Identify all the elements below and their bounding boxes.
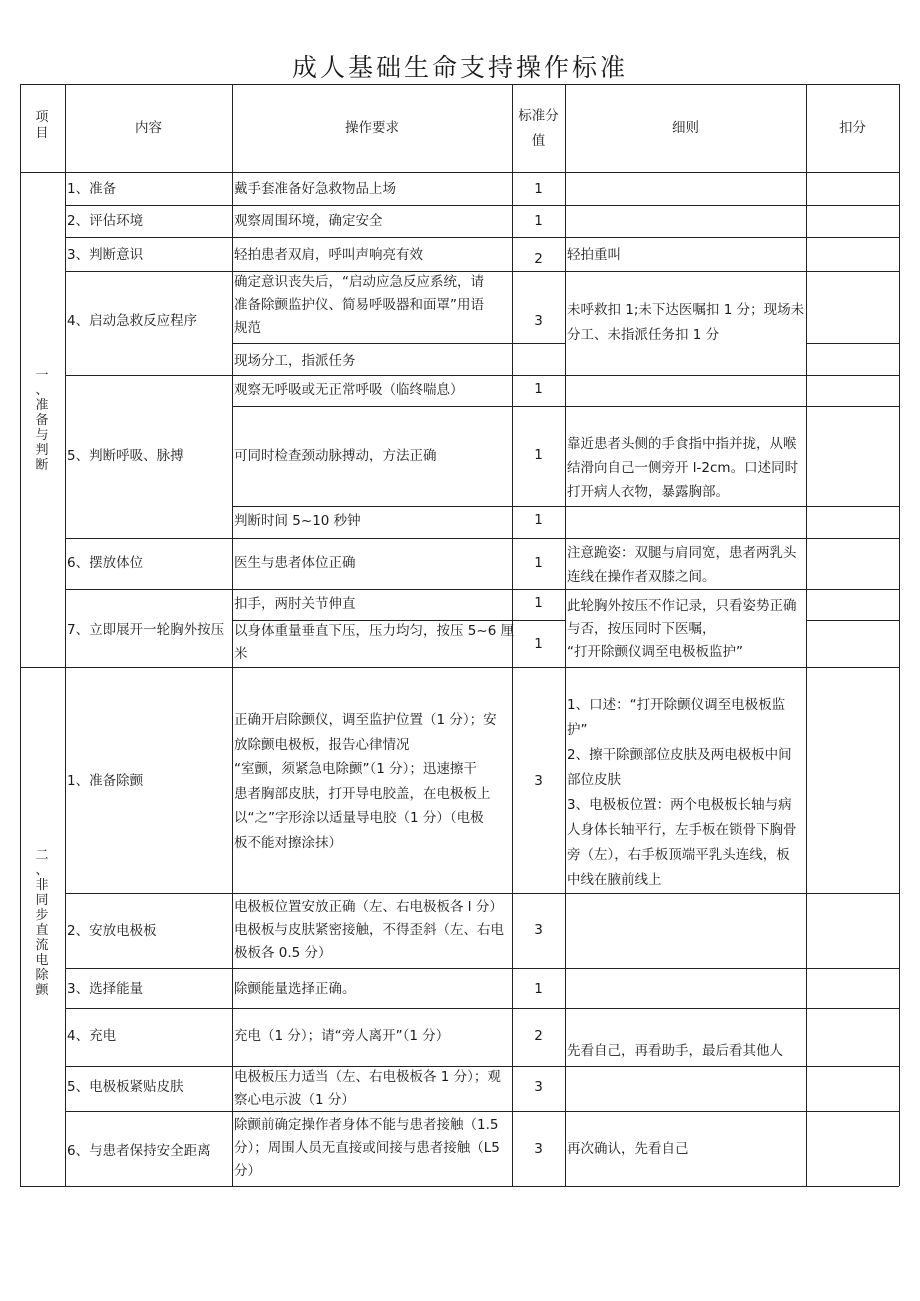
content-cell: 6、摆放体位 [67, 555, 144, 571]
requirement-cell [234, 1066, 501, 1112]
requirement-cell-line: 电极板与皮肤紧密接触，不得歪斜（左、右电 [234, 922, 504, 938]
score-cell: 3 [534, 1141, 543, 1157]
detail-cell-line: 3、电极板位置：两个电极板长轴与病 [567, 797, 792, 813]
requirement-cell-line: 放除颤电极板，报告心律情况 [234, 736, 410, 753]
requirement-cell: 观察无呼吸或无正常呼吸（临终喘息） [234, 382, 464, 398]
requirement-cell [234, 620, 514, 666]
detail-cell: 先看自己，再看助手，最后看其他人 [567, 1043, 783, 1059]
row-divider [232, 406, 899, 407]
row-divider [65, 1008, 899, 1009]
row-divider [65, 589, 899, 590]
detail-cell-line: 打开病人衣物，暴露胸部。 [567, 484, 729, 500]
detail-cell-line: 旁（左），右手板顶端平乳头连线，板 [567, 847, 790, 863]
requirement-cell [234, 1114, 500, 1183]
content-cell: 7、立即展开一轮胸外按压 [67, 622, 225, 638]
detail-cell-line: 护” [567, 722, 588, 738]
detail-cell [567, 541, 797, 589]
score-cell: 3 [534, 1079, 543, 1095]
detail-cell-line: 此轮胸外按压不作记录，只看姿势正确 [567, 598, 797, 614]
row-divider [806, 343, 899, 344]
detail-cell [567, 693, 797, 893]
column-divider [232, 84, 233, 1186]
column-divider [65, 84, 66, 1186]
requirement-cell: 充电（1 分）；请“旁人离开”（1 分） [234, 1028, 450, 1044]
content-cell: 1、准备除颤 [67, 773, 144, 789]
header-requirement: 操作要求 [345, 120, 399, 136]
header-item: 项 目 [35, 110, 49, 141]
detail-cell-line: 结滑向自己一侧旁开 l-2cm。口述同时 [567, 460, 799, 476]
detail-cell-line: 中线在腋前线上 [567, 872, 662, 888]
detail-cell [567, 595, 797, 664]
header-deduct: 扣分 [839, 120, 866, 136]
detail-cell-line: 靠近患者头侧的手食指中指并拢，从喉 [567, 436, 797, 452]
requirement-cell-line: 除颤前确定操作者身体不能与患者接触（1.5 [234, 1117, 499, 1133]
row-divider [65, 237, 899, 238]
requirement-cell-line: 患者胸部皮肤，打开导电胶盖，在电极板上 [234, 785, 491, 802]
table-top-border [20, 84, 899, 85]
row-divider [65, 205, 899, 206]
row-divider [232, 343, 565, 344]
row-divider [65, 538, 899, 539]
detail-cell-line: 与否，按压同时下医嘱， [567, 621, 716, 637]
content-cell: 3、选择能量 [67, 981, 144, 997]
requirement-cell [234, 708, 497, 855]
requirement-cell-line: 分）；周围人员无直接或间接与患者接触（L5 [234, 1140, 500, 1156]
header-bottom-border [20, 172, 899, 173]
detail-cell [567, 432, 798, 504]
column-divider [899, 84, 900, 1186]
score-cell: 2 [534, 1028, 543, 1044]
score-cell: 1 [534, 595, 543, 611]
requirement-cell-line: 米 [234, 646, 248, 662]
detail-cell-line: 注意跪姿：双腿与肩同宽，患者两乳头 [567, 545, 797, 561]
requirement-cell: 轻拍患者双肩，呼叫声响亮有效 [234, 247, 423, 263]
column-divider [806, 84, 807, 1186]
content-cell: 3、判断意识 [67, 247, 144, 263]
score-cell: 1 [534, 981, 543, 997]
detail-cell-line: 连线在操作者双膝之间。 [567, 569, 716, 585]
row-divider [806, 620, 899, 621]
section-2-label: 二 、 非 同 步 直 流 电 除 颤 [35, 848, 49, 998]
header-content: 内容 [135, 120, 162, 136]
requirement-cell: 戴手套准备好急救物品上场 [234, 181, 396, 197]
requirement-cell-line: 确定意识丧失后，“启动应急反应系统，请 [234, 274, 484, 290]
detail-cell [567, 298, 804, 348]
requirement-cell-line: 极板各 0.5 分） [234, 945, 332, 961]
content-cell: 2、评估环境 [67, 213, 144, 229]
detail-cell-line: “打开除颤仪调至电极板监护” [567, 644, 743, 660]
requirement-cell: 医生与患者体位正确 [234, 555, 356, 571]
requirement-cell-line: 以身体重量垂直下压，压力均匀，按压 5~6 厘 [234, 623, 515, 639]
requirement-cell-line: “室颤，须紧急电除颤”（1 分）；迅速擦干 [234, 761, 477, 777]
row-divider [232, 506, 899, 507]
score-cell: 1 [534, 512, 543, 528]
column-divider [20, 84, 21, 1186]
requirement-cell [234, 271, 484, 340]
content-cell: 6、与患者保持安全距离 [67, 1143, 211, 1159]
header-detail: 细则 [672, 120, 699, 136]
requirement-cell [234, 896, 504, 965]
header-score-line: 标准分 [518, 108, 559, 124]
requirement-cell-line: 察心电示波（1 分） [234, 1092, 355, 1108]
detail-cell-line: 人身体长轴平行，左手板在锁骨下胸骨 [567, 822, 797, 838]
requirement-cell-line: 分） [234, 1163, 261, 1179]
column-divider [565, 84, 566, 1186]
requirement-cell-line: 以“之”字形涂以适量导电胶（1 分）（电极 [234, 810, 484, 826]
page-title: 成人基础生命支持操作标准 [291, 53, 628, 82]
detail-cell-line: 分工、未指派任务扣 1 分 [567, 327, 720, 343]
requirement-cell-line: 规范 [234, 320, 261, 336]
row-divider [65, 893, 899, 894]
detail-cell-line: 2、擦干除颤部位皮肤及两电极板中间 [567, 747, 792, 763]
detail-cell: 轻拍重叫 [567, 247, 621, 263]
content-cell: 5、判断呼吸、脉搏 [67, 448, 184, 464]
content-cell: 1、准备 [67, 181, 117, 197]
table-bottom-border [20, 1186, 899, 1187]
requirement-cell: 判断时间 5~10 秒钟 [234, 513, 361, 529]
score-cell: 3 [534, 922, 543, 938]
requirement-cell-line: 准备除颤监护仪、简易呼吸器和面罩”用语 [234, 297, 484, 313]
detail-cell-line: 未呼救扣 1;未下达医嘱扣 1 分；现场未 [567, 302, 805, 318]
detail-cell-line: 部位皮肤 [567, 772, 621, 788]
content-cell: 4、充电 [67, 1028, 117, 1044]
requirement-cell: 观察周围环境，确定安全 [234, 213, 383, 229]
requirement-cell-line: 正确开启除颤仪，调至监护位置（1 分）；安 [234, 712, 497, 728]
detail-cell: 再次确认，先看自己 [567, 1141, 689, 1157]
score-cell: 1 [534, 636, 543, 652]
requirement-cell-line: 电极板压力适当（左、右电极板各 1 分）；观 [234, 1069, 501, 1085]
section-1-label: 一 、 准 备 与 判 断 [35, 368, 49, 473]
score-cell: 1 [534, 381, 543, 397]
content-cell: 2、安放电极板 [67, 923, 157, 939]
score-cell: 1 [534, 213, 543, 229]
detail-cell-line: 1、口述：“打开除颤仪调至电极板监 [567, 697, 786, 713]
score-cell: 1 [534, 181, 543, 197]
requirement-cell: 扣手，两肘关节伸直 [234, 596, 356, 612]
requirement-cell-line: 电极板位置安放正确（左、右电极板各 l 分） [234, 899, 503, 915]
requirement-cell: 现场分工，指派任务 [234, 353, 356, 369]
score-cell: 3 [534, 773, 543, 789]
row-divider [65, 968, 899, 969]
requirement-cell: 除颤能量选择正确。 [234, 981, 356, 997]
score-cell: 1 [534, 447, 543, 463]
requirement-cell: 可同时检查颈动脉搏动，方法正确 [234, 448, 437, 464]
score-cell: 3 [534, 313, 543, 329]
score-cell: 1 [534, 555, 543, 571]
section-divider [20, 667, 899, 668]
score-cell: 2 [534, 251, 543, 267]
content-cell: 4、启动急救反应程序 [67, 313, 198, 329]
requirement-cell-line: 板不能对擦涂抹） [234, 834, 342, 851]
header-score [512, 104, 565, 154]
row-divider [65, 375, 899, 376]
content-cell: 5、电极板紧贴皮肤 [67, 1079, 184, 1095]
header-score-line: 值 [531, 133, 546, 149]
